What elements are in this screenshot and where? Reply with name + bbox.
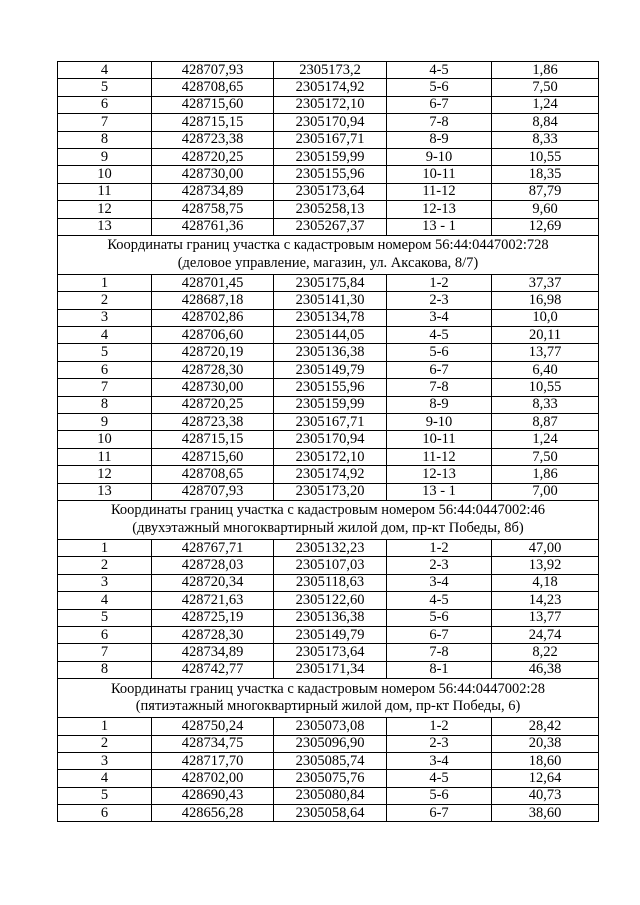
x-coordinate-cell: 428723,38 bbox=[152, 131, 274, 148]
segment-cell: 3-4 bbox=[387, 309, 492, 326]
y-coordinate-cell: 2305173,64 bbox=[274, 183, 387, 200]
segment-cell: 4-5 bbox=[387, 62, 492, 79]
y-coordinate-cell: 2305175,84 bbox=[274, 274, 387, 291]
point-number-cell: 6 bbox=[58, 626, 152, 643]
table-row bbox=[58, 79, 599, 96]
point-number-cell: 6 bbox=[58, 361, 152, 378]
length-cell: 9,60 bbox=[492, 201, 599, 218]
point-number-cell: 7 bbox=[58, 379, 152, 396]
point-number-cell: 8 bbox=[58, 396, 152, 413]
table-row bbox=[58, 752, 599, 769]
segment-cell: 12-13 bbox=[387, 466, 492, 483]
table-row bbox=[58, 166, 599, 183]
x-coordinate-cell: 428723,38 bbox=[152, 414, 274, 431]
x-coordinate-cell: 428728,03 bbox=[152, 557, 274, 574]
x-coordinate-cell: 428734,89 bbox=[152, 644, 274, 661]
length-cell: 14,23 bbox=[492, 592, 599, 609]
x-coordinate-cell: 428720,25 bbox=[152, 396, 274, 413]
point-number-cell: 6 bbox=[58, 805, 152, 822]
segment-cell: 3-4 bbox=[387, 574, 492, 591]
section-subtitle: (двухэтажный многоквартирный жилой дом, пр-кт Победы, 8б) bbox=[132, 519, 524, 536]
table-row bbox=[58, 414, 599, 431]
length-cell: 10,55 bbox=[492, 379, 599, 396]
x-coordinate-cell: 428702,86 bbox=[152, 309, 274, 326]
x-coordinate-cell: 428720,34 bbox=[152, 574, 274, 591]
segment-cell: 5-6 bbox=[387, 344, 492, 361]
x-coordinate-cell: 428707,93 bbox=[152, 483, 274, 500]
segment-cell: 3-4 bbox=[387, 752, 492, 769]
table-row bbox=[58, 396, 599, 413]
x-coordinate-cell: 428742,77 bbox=[152, 661, 274, 678]
table-row bbox=[58, 183, 599, 200]
table-row bbox=[58, 344, 599, 361]
segment-cell: 7-8 bbox=[387, 379, 492, 396]
table-row bbox=[58, 448, 599, 465]
segment-cell: 13 - 1 bbox=[387, 483, 492, 500]
x-coordinate-cell: 428717,70 bbox=[152, 752, 274, 769]
y-coordinate-cell: 2305172,10 bbox=[274, 96, 387, 113]
table-row bbox=[58, 201, 599, 218]
point-number-cell: 10 bbox=[58, 431, 152, 448]
length-cell: 13,77 bbox=[492, 609, 599, 626]
table-row bbox=[58, 431, 599, 448]
segment-cell: 9-10 bbox=[387, 148, 492, 165]
x-coordinate-cell: 428687,18 bbox=[152, 292, 274, 309]
segment-cell: 8-9 bbox=[387, 396, 492, 413]
point-number-cell: 1 bbox=[58, 274, 152, 291]
point-number-cell: 7 bbox=[58, 114, 152, 131]
length-cell: 12,64 bbox=[492, 770, 599, 787]
coordinates-table-body bbox=[58, 62, 599, 822]
table-row bbox=[58, 483, 599, 500]
point-number-cell: 2 bbox=[58, 735, 152, 752]
point-number-cell: 9 bbox=[58, 148, 152, 165]
segment-cell: 8-9 bbox=[387, 131, 492, 148]
length-cell: 1,24 bbox=[492, 96, 599, 113]
x-coordinate-cell: 428758,75 bbox=[152, 201, 274, 218]
table-row bbox=[58, 787, 599, 804]
x-coordinate-cell: 428750,24 bbox=[152, 718, 274, 735]
table-row bbox=[58, 361, 599, 378]
segment-cell: 2-3 bbox=[387, 735, 492, 752]
y-coordinate-cell: 2305173,2 bbox=[274, 62, 387, 79]
y-coordinate-cell: 2305167,71 bbox=[274, 131, 387, 148]
table-row bbox=[58, 626, 599, 643]
y-coordinate-cell: 2305122,60 bbox=[274, 592, 387, 609]
x-coordinate-cell: 428720,19 bbox=[152, 344, 274, 361]
x-coordinate-cell: 428720,25 bbox=[152, 148, 274, 165]
y-coordinate-cell: 2305173,20 bbox=[274, 483, 387, 500]
x-coordinate-cell: 428761,36 bbox=[152, 218, 274, 235]
y-coordinate-cell: 2305258,13 bbox=[274, 201, 387, 218]
point-number-cell: 3 bbox=[58, 752, 152, 769]
x-coordinate-cell: 428728,30 bbox=[152, 626, 274, 643]
table-row bbox=[58, 770, 599, 787]
y-coordinate-cell: 2305173,64 bbox=[274, 644, 387, 661]
segment-cell: 2-3 bbox=[387, 557, 492, 574]
length-cell: 8,87 bbox=[492, 414, 599, 431]
point-number-cell: 11 bbox=[58, 183, 152, 200]
segment-cell: 10-11 bbox=[387, 431, 492, 448]
section-title: Координаты границ участка с кадастровым номером 56:44:0447002:728 bbox=[107, 237, 549, 254]
section-subtitle: (деловое управление, магазин, ул. Аксакова, 8/7) bbox=[177, 254, 479, 271]
table-row bbox=[58, 96, 599, 113]
segment-cell: 11-12 bbox=[387, 448, 492, 465]
y-coordinate-cell: 2305107,03 bbox=[274, 557, 387, 574]
y-coordinate-cell: 2305096,90 bbox=[274, 735, 387, 752]
point-number-cell: 6 bbox=[58, 96, 152, 113]
y-coordinate-cell: 2305174,92 bbox=[274, 466, 387, 483]
length-cell: 37,37 bbox=[492, 274, 599, 291]
x-coordinate-cell: 428715,15 bbox=[152, 114, 274, 131]
section-header-row bbox=[58, 679, 599, 718]
point-number-cell: 7 bbox=[58, 644, 152, 661]
length-cell: 13,92 bbox=[492, 557, 599, 574]
y-coordinate-cell: 2305159,99 bbox=[274, 396, 387, 413]
y-coordinate-cell: 2305172,10 bbox=[274, 448, 387, 465]
section-header-cell bbox=[58, 679, 599, 718]
x-coordinate-cell: 428734,75 bbox=[152, 735, 274, 752]
point-number-cell: 2 bbox=[58, 557, 152, 574]
segment-cell: 7-8 bbox=[387, 644, 492, 661]
point-number-cell: 12 bbox=[58, 466, 152, 483]
table-row bbox=[58, 466, 599, 483]
segment-cell: 4-5 bbox=[387, 592, 492, 609]
length-cell: 8,84 bbox=[492, 114, 599, 131]
table-row bbox=[58, 327, 599, 344]
length-cell: 87,79 bbox=[492, 183, 599, 200]
length-cell: 12,69 bbox=[492, 218, 599, 235]
segment-cell: 2-3 bbox=[387, 292, 492, 309]
table-row bbox=[58, 609, 599, 626]
length-cell: 24,74 bbox=[492, 626, 599, 643]
point-number-cell: 5 bbox=[58, 609, 152, 626]
length-cell: 13,77 bbox=[492, 344, 599, 361]
segment-cell: 6-7 bbox=[387, 805, 492, 822]
section-header-cell bbox=[58, 500, 599, 539]
y-coordinate-cell: 2305136,38 bbox=[274, 609, 387, 626]
length-cell: 18,35 bbox=[492, 166, 599, 183]
x-coordinate-cell: 428706,60 bbox=[152, 327, 274, 344]
length-cell: 4,18 bbox=[492, 574, 599, 591]
table-row bbox=[58, 274, 599, 291]
y-coordinate-cell: 2305155,96 bbox=[274, 379, 387, 396]
x-coordinate-cell: 428734,89 bbox=[152, 183, 274, 200]
y-coordinate-cell: 2305159,99 bbox=[274, 148, 387, 165]
x-coordinate-cell: 428701,45 bbox=[152, 274, 274, 291]
length-cell: 1,24 bbox=[492, 431, 599, 448]
y-coordinate-cell: 2305134,78 bbox=[274, 309, 387, 326]
x-coordinate-cell: 428721,63 bbox=[152, 592, 274, 609]
x-coordinate-cell: 428715,60 bbox=[152, 96, 274, 113]
y-coordinate-cell: 2305141,30 bbox=[274, 292, 387, 309]
point-number-cell: 4 bbox=[58, 770, 152, 787]
length-cell: 8,22 bbox=[492, 644, 599, 661]
point-number-cell: 10 bbox=[58, 166, 152, 183]
section-header-row bbox=[58, 235, 599, 274]
point-number-cell: 3 bbox=[58, 574, 152, 591]
point-number-cell: 13 bbox=[58, 218, 152, 235]
table-row bbox=[58, 592, 599, 609]
point-number-cell: 4 bbox=[58, 592, 152, 609]
segment-cell: 6-7 bbox=[387, 96, 492, 113]
y-coordinate-cell: 2305149,79 bbox=[274, 626, 387, 643]
point-number-cell: 4 bbox=[58, 327, 152, 344]
length-cell: 18,60 bbox=[492, 752, 599, 769]
point-number-cell: 8 bbox=[58, 661, 152, 678]
length-cell: 1,86 bbox=[492, 62, 599, 79]
x-coordinate-cell: 428728,30 bbox=[152, 361, 274, 378]
table-row bbox=[58, 735, 599, 752]
y-coordinate-cell: 2305149,79 bbox=[274, 361, 387, 378]
x-coordinate-cell: 428690,43 bbox=[152, 787, 274, 804]
y-coordinate-cell: 2305167,71 bbox=[274, 414, 387, 431]
length-cell: 6,40 bbox=[492, 361, 599, 378]
table-row bbox=[58, 539, 599, 556]
segment-cell: 1-2 bbox=[387, 539, 492, 556]
length-cell: 40,73 bbox=[492, 787, 599, 804]
segment-cell: 8-1 bbox=[387, 661, 492, 678]
length-cell: 1,86 bbox=[492, 466, 599, 483]
table-row bbox=[58, 805, 599, 822]
length-cell: 7,50 bbox=[492, 79, 599, 96]
segment-cell: 5-6 bbox=[387, 79, 492, 96]
table-row bbox=[58, 661, 599, 678]
x-coordinate-cell: 428702,00 bbox=[152, 770, 274, 787]
point-number-cell: 1 bbox=[58, 718, 152, 735]
segment-cell: 6-7 bbox=[387, 361, 492, 378]
length-cell: 20,38 bbox=[492, 735, 599, 752]
length-cell: 20,11 bbox=[492, 327, 599, 344]
table-row bbox=[58, 557, 599, 574]
length-cell: 38,60 bbox=[492, 805, 599, 822]
x-coordinate-cell: 428656,28 bbox=[152, 805, 274, 822]
point-number-cell: 2 bbox=[58, 292, 152, 309]
x-coordinate-cell: 428715,60 bbox=[152, 448, 274, 465]
segment-cell: 4-5 bbox=[387, 327, 492, 344]
segment-cell: 13 - 1 bbox=[387, 218, 492, 235]
table-row bbox=[58, 309, 599, 326]
y-coordinate-cell: 2305144,05 bbox=[274, 327, 387, 344]
point-number-cell: 5 bbox=[58, 79, 152, 96]
segment-cell: 4-5 bbox=[387, 770, 492, 787]
segment-cell: 11-12 bbox=[387, 183, 492, 200]
y-coordinate-cell: 2305170,94 bbox=[274, 431, 387, 448]
point-number-cell: 3 bbox=[58, 309, 152, 326]
length-cell: 10,0 bbox=[492, 309, 599, 326]
point-number-cell: 11 bbox=[58, 448, 152, 465]
table-row bbox=[58, 131, 599, 148]
length-cell: 28,42 bbox=[492, 718, 599, 735]
table-row bbox=[58, 379, 599, 396]
y-coordinate-cell: 2305132,23 bbox=[274, 539, 387, 556]
segment-cell: 5-6 bbox=[387, 609, 492, 626]
y-coordinate-cell: 2305171,34 bbox=[274, 661, 387, 678]
y-coordinate-cell: 2305118,63 bbox=[274, 574, 387, 591]
y-coordinate-cell: 2305136,38 bbox=[274, 344, 387, 361]
table-row bbox=[58, 644, 599, 661]
segment-cell: 1-2 bbox=[387, 274, 492, 291]
section-header-row bbox=[58, 500, 599, 539]
table-row bbox=[58, 62, 599, 79]
length-cell: 46,38 bbox=[492, 661, 599, 678]
length-cell: 16,98 bbox=[492, 292, 599, 309]
table-row bbox=[58, 574, 599, 591]
length-cell: 47,00 bbox=[492, 539, 599, 556]
x-coordinate-cell: 428725,19 bbox=[152, 609, 274, 626]
point-number-cell: 5 bbox=[58, 344, 152, 361]
section-subtitle: (пятиэтажный многоквартирный жилой дом, пр-кт Победы, 6) bbox=[135, 698, 521, 715]
x-coordinate-cell: 428707,93 bbox=[152, 62, 274, 79]
section-title: Координаты границ участка с кадастровым номером 56:44:0447002:28 bbox=[110, 680, 546, 697]
y-coordinate-cell: 2305170,94 bbox=[274, 114, 387, 131]
x-coordinate-cell: 428767,71 bbox=[152, 539, 274, 556]
segment-cell: 1-2 bbox=[387, 718, 492, 735]
segment-cell: 5-6 bbox=[387, 787, 492, 804]
table-row bbox=[58, 114, 599, 131]
y-coordinate-cell: 2305058,64 bbox=[274, 805, 387, 822]
x-coordinate-cell: 428730,00 bbox=[152, 166, 274, 183]
length-cell: 8,33 bbox=[492, 396, 599, 413]
point-number-cell: 12 bbox=[58, 201, 152, 218]
point-number-cell: 8 bbox=[58, 131, 152, 148]
segment-cell: 12-13 bbox=[387, 201, 492, 218]
table-row bbox=[58, 218, 599, 235]
segment-cell: 7-8 bbox=[387, 114, 492, 131]
y-coordinate-cell: 2305267,37 bbox=[274, 218, 387, 235]
segment-cell: 9-10 bbox=[387, 414, 492, 431]
segment-cell: 10-11 bbox=[387, 166, 492, 183]
y-coordinate-cell: 2305174,92 bbox=[274, 79, 387, 96]
section-header-cell bbox=[58, 235, 599, 274]
table-row bbox=[58, 292, 599, 309]
section-title: Координаты границ участка с кадастровым номером 56:44:0447002:46 bbox=[110, 502, 546, 519]
y-coordinate-cell: 2305075,76 bbox=[274, 770, 387, 787]
segment-cell: 6-7 bbox=[387, 626, 492, 643]
point-number-cell: 13 bbox=[58, 483, 152, 500]
x-coordinate-cell: 428715,15 bbox=[152, 431, 274, 448]
point-number-cell: 5 bbox=[58, 787, 152, 804]
y-coordinate-cell: 2305085,74 bbox=[274, 752, 387, 769]
length-cell: 7,50 bbox=[492, 448, 599, 465]
length-cell: 7,00 bbox=[492, 483, 599, 500]
point-number-cell: 9 bbox=[58, 414, 152, 431]
y-coordinate-cell: 2305073,08 bbox=[274, 718, 387, 735]
y-coordinate-cell: 2305080,84 bbox=[274, 787, 387, 804]
y-coordinate-cell: 2305155,96 bbox=[274, 166, 387, 183]
length-cell: 8,33 bbox=[492, 131, 599, 148]
x-coordinate-cell: 428730,00 bbox=[152, 379, 274, 396]
x-coordinate-cell: 428708,65 bbox=[152, 466, 274, 483]
point-number-cell: 4 bbox=[58, 62, 152, 79]
point-number-cell: 1 bbox=[58, 539, 152, 556]
table-row bbox=[58, 718, 599, 735]
table-row bbox=[58, 148, 599, 165]
x-coordinate-cell: 428708,65 bbox=[152, 79, 274, 96]
coordinates-table bbox=[57, 61, 599, 822]
length-cell: 10,55 bbox=[492, 148, 599, 165]
